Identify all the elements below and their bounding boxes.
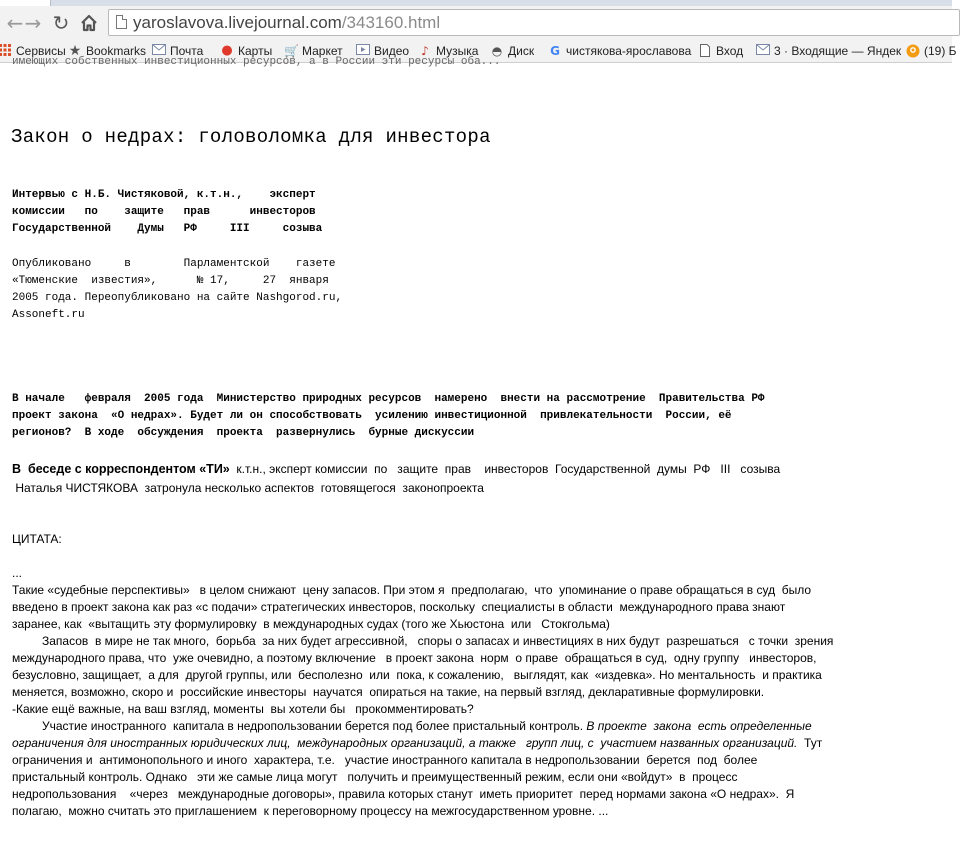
conversation-line: В беседе с корреспондентом «ТИ» к.т.н., эксперт комиссии по защите прав инвесторов Государственной думы РФ III созыва [12, 462, 781, 476]
body-line: безусловно, защищает, а для другой группы, или бесполезно или пока, к сожалению, выглядят, как «издевка». Но ментальность и практика [12, 668, 822, 682]
bookmark-music[interactable]: ♪ Музыка [418, 40, 478, 62]
article-title: Закон о недрах: головоломка для инвестора [11, 126, 491, 148]
page-icon [116, 15, 127, 29]
address-url: yaroslavova.livejournal.com/343160.html [133, 13, 441, 32]
bookmark-chistyakova[interactable]: G чистякова-ярославова [548, 40, 691, 62]
map-pin-icon: ● [221, 43, 233, 58]
browser-toolbar [0, 6, 952, 40]
published-line: Опубликовано в Парламентской газете [12, 258, 336, 270]
page-content [0, 56, 952, 848]
lead-line: проект закона «О недрах». Будет ли он способствовать усилению инвестиционной привлекательности России, её [12, 410, 732, 422]
body-line: недропользования «через международные договоры», правила которых станут иметь приоритет перед нормами закона «О недрах». Я [12, 787, 795, 801]
body-line: заранее, как «вытащить эту формулировку в международных судах (того же Хьюстона или Стокгольма) [12, 617, 610, 631]
disk-icon: ◓ [491, 44, 503, 58]
ellipsis: ... [12, 566, 23, 580]
address-bar[interactable] [108, 9, 960, 36]
bookmark-video[interactable]: Видео [356, 40, 409, 62]
interview-line: комиссии по защите прав инвесторов [12, 206, 316, 218]
google-icon: G [550, 44, 560, 58]
body-line: полагаю, можно считать это приглашением к переговорному процессу на межгосударственном уровне. ... [12, 804, 609, 818]
cart-icon: 🛒 [284, 44, 299, 58]
published-line: «Тюменские известия», № 17, 27 января [12, 275, 329, 287]
body-line: ограничения для иностранных юридических лиц, международных организаций, а также групп лиц, с участием названных организаций. Тут [12, 736, 823, 750]
odnoklassniki-icon [906, 44, 920, 58]
bookmark-services[interactable]: Сервисы [0, 40, 66, 62]
body-line: -Какие ещё важные, на ваш взгляд, моменты вы хотели бы прокомментировать? [12, 702, 474, 716]
published-line: 2005 года. Переопубликовано на сайте Nashgorod.ru, [12, 292, 343, 304]
body-line: Запасов в мире не так много, борьба за них будет агрессивной, споры о запасах и инвестициях в них будут разрешаться с точки зрения [12, 634, 834, 648]
bookmark-odnoklassniki[interactable]: (19) Б [906, 40, 957, 62]
lead-line: В начале февраля 2005 года Министерство природных ресурсов намерено внести на рассмотрение Правительства РФ [12, 393, 765, 405]
quote-label: ЦИТАТА: [12, 532, 62, 546]
music-note-icon: ♪ [421, 44, 429, 58]
apps-grid-icon [0, 44, 12, 58]
star-icon: ★ [68, 43, 82, 59]
conversation-bold: В беседе с корреспондентом «ТИ» [12, 462, 230, 476]
body-line: меняется, возможно, скоро и российские инвесторы научатся опираться на такие, на первый взгляд, декларативные формулировки. [12, 685, 765, 699]
bookmark-mail[interactable]: Почта [152, 40, 203, 62]
body-line: пристальный контроль. Однако эти же самые лица могут получить и преимущественный режим, если они «войдут» в процесс [12, 770, 738, 784]
bookmark-inbox[interactable]: 3 · Входящие — Яндек [756, 40, 901, 62]
forward-arrow-icon[interactable]: → [24, 11, 42, 35]
back-arrow-icon[interactable]: ← [6, 11, 24, 35]
bookmark-disk[interactable]: ◓ Диск [491, 44, 535, 58]
bookmark-login[interactable]: Вход [698, 40, 743, 62]
previous-text-fragment: имеющих собственных инвестиционных ресурсов, а в России эти ресурсы оба... [12, 56, 501, 68]
home-icon[interactable] [76, 10, 102, 36]
body-line: Такие «судебные перспективы» в целом снижают цену запасов. При этом я предполагаю, что упоминание о праве обращаться в суд было [12, 583, 812, 597]
bookmark-maps[interactable]: ● Карты [221, 43, 273, 58]
interview-line: Интервью с Н.Б. Чистяковой, к.т.н., эксперт [12, 189, 316, 201]
body-line: международного права, что уже очевидно, а поэтому включение в проект закона норм о праве обращаться в суд, одну группу инвесторов, [12, 651, 817, 665]
body-line: ограничения и антимонопольного и иного характера, т.е. участие иностранного капитала в недропользовании берется под более [12, 753, 758, 767]
interview-line: Государственной Думы РФ III созыва [12, 223, 323, 235]
bookmark-market[interactable]: 🛒 Маркет [284, 44, 343, 58]
conversation-line: Наталья ЧИСТЯКОВА затронула несколько аспектов готовящегося законопроекта [12, 481, 484, 495]
published-line: Assoneft.ru [12, 309, 85, 321]
reload-icon[interactable]: ↻ [52, 11, 70, 35]
body-line: Участие иностранного капитала в недропользовании берется под более пристальный контроль. В проекте закона есть определенные [12, 719, 812, 733]
body-line: введено в проект закона как раз «с подачи» стратегических инвесторов, поскольку специалисты в области международного права знают [12, 600, 786, 614]
mail-icon [756, 44, 770, 58]
bookmark-bookmarks[interactable]: ★ Bookmarks [68, 43, 147, 59]
lead-line: регионов? В ходе обсуждения проекта развернулись бурные дискуссии [12, 427, 475, 439]
page-icon [698, 44, 712, 58]
